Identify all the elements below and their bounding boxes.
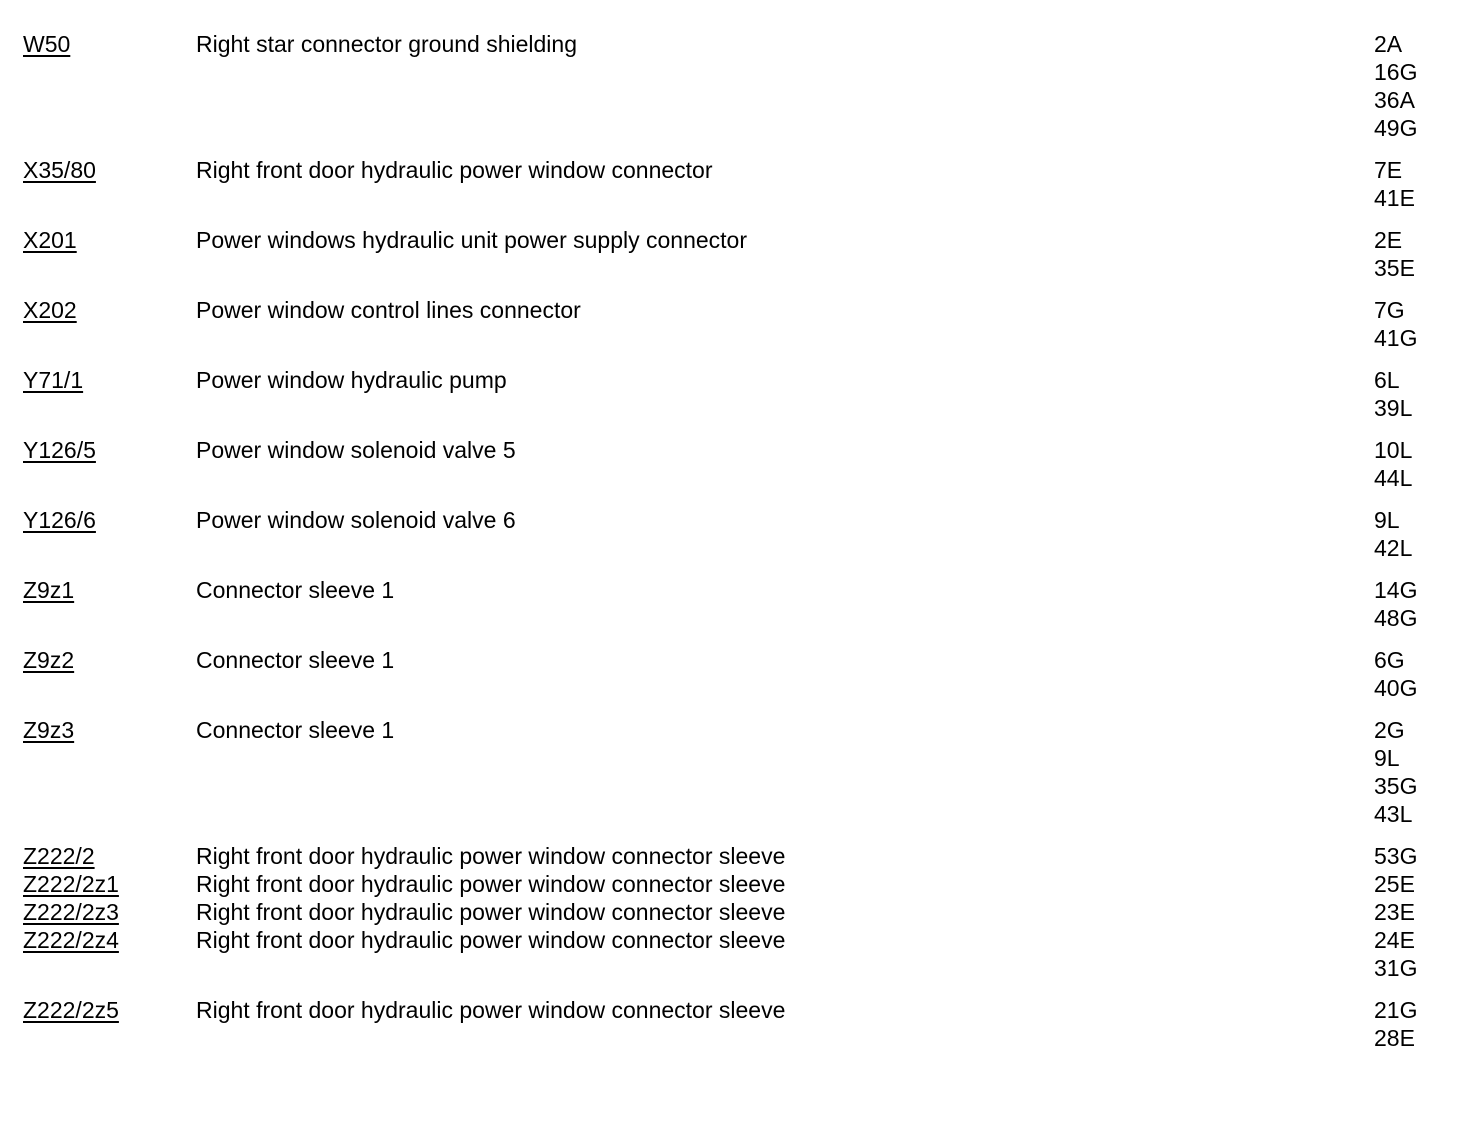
legend-row (23, 842, 1453, 870)
component-code-link[interactable]: X201 (23, 227, 77, 253)
grid-location: 36A (1374, 87, 1415, 113)
component-code-link[interactable]: X35/80 (23, 157, 96, 183)
grid-location: 44L (1374, 465, 1413, 491)
component-description: Power window hydraulic pump (196, 367, 507, 393)
component-description: Connector sleeve 1 (196, 647, 395, 673)
legend-row (23, 646, 1453, 702)
grid-location: 10L (1374, 437, 1413, 463)
grid-location: 49G (1374, 115, 1418, 141)
grid-location-list (1374, 926, 1453, 982)
grid-location: 41G (1374, 325, 1418, 351)
grid-location: 42L (1374, 535, 1413, 561)
legend-row (23, 30, 1453, 142)
component-description: Power window solenoid valve 5 (196, 437, 516, 463)
grid-location: 21G (1374, 997, 1418, 1023)
grid-location-list (1374, 30, 1453, 142)
component-description: Right star connector ground shielding (196, 31, 578, 57)
grid-location-list (1374, 156, 1453, 212)
legend-row (23, 366, 1453, 422)
grid-location: 28E (1374, 1025, 1415, 1051)
component-code-link[interactable]: W50 (23, 31, 71, 57)
grid-location-list (1374, 436, 1453, 492)
component-description: Connector sleeve 1 (196, 577, 395, 603)
component-code-link[interactable]: Z222/2z1 (23, 871, 119, 897)
grid-location-list (1374, 898, 1453, 926)
component-description: Power windows hydraulic unit power supply connector (196, 227, 748, 253)
grid-location-list (1374, 870, 1453, 898)
component-description: Right front door hydraulic power window connector sleeve (196, 927, 786, 953)
component-description: Right front door hydraulic power window connector sleeve (196, 997, 786, 1023)
grid-location: 14G (1374, 577, 1418, 603)
legend-row (23, 898, 1453, 926)
component-code-link[interactable]: Z9z1 (23, 577, 75, 603)
grid-location: 6G (1374, 647, 1405, 673)
grid-location: 9L (1374, 745, 1400, 771)
grid-location: 24E (1374, 927, 1415, 953)
grid-location: 9L (1374, 507, 1400, 533)
grid-location: 2A (1374, 31, 1403, 57)
grid-location: 25E (1374, 871, 1415, 897)
legend-row (23, 716, 1453, 828)
component-code-link[interactable]: Z9z2 (23, 647, 75, 673)
component-description: Right front door hydraulic power window connector sleeve (196, 899, 786, 925)
component-legend-table (23, 30, 1453, 1066)
grid-location-list (1374, 996, 1453, 1052)
component-code-link[interactable]: X202 (23, 297, 77, 323)
grid-location-list (1374, 296, 1453, 352)
grid-location: 6L (1374, 367, 1400, 393)
grid-location: 41E (1374, 185, 1415, 211)
component-code-link[interactable]: Z222/2z3 (23, 899, 119, 925)
grid-location: 7G (1374, 297, 1405, 323)
component-code-link[interactable]: Y126/6 (23, 507, 96, 533)
grid-location: 23E (1374, 899, 1415, 925)
legend-row (23, 996, 1453, 1052)
grid-location-list (1374, 366, 1453, 422)
component-description: Connector sleeve 1 (196, 717, 395, 743)
legend-row (23, 296, 1453, 352)
grid-location: 48G (1374, 605, 1418, 631)
component-code-link[interactable]: Y126/5 (23, 437, 96, 463)
component-description: Right front door hydraulic power window connector sleeve (196, 871, 786, 897)
component-description: Power window solenoid valve 6 (196, 507, 516, 533)
grid-location-list (1374, 646, 1453, 702)
component-description: Right front door hydraulic power window connector sleeve (196, 843, 786, 869)
legend-row (23, 576, 1453, 632)
legend-row (23, 926, 1453, 982)
grid-location-list (1374, 506, 1453, 562)
grid-location-list (1374, 576, 1453, 632)
grid-location-list (1374, 716, 1453, 828)
legend-row (23, 226, 1453, 282)
component-code-link[interactable]: Z222/2 (23, 843, 95, 869)
component-code-link[interactable]: Z222/2z5 (23, 997, 119, 1023)
component-description: Power window control lines connector (196, 297, 581, 323)
component-code-link[interactable]: Z9z3 (23, 717, 75, 743)
grid-location: 31G (1374, 955, 1418, 981)
component-code-link[interactable]: Y71/1 (23, 367, 84, 393)
grid-location: 53G (1374, 843, 1418, 869)
grid-location: 35G (1374, 773, 1418, 799)
legend-row (23, 870, 1453, 898)
grid-location: 7E (1374, 157, 1403, 183)
grid-location: 43L (1374, 801, 1413, 827)
grid-location-list (1374, 842, 1453, 870)
grid-location: 2E (1374, 227, 1403, 253)
legend-row (23, 436, 1453, 492)
grid-location: 16G (1374, 59, 1418, 85)
component-description: Right front door hydraulic power window connector (196, 157, 713, 183)
grid-location: 40G (1374, 675, 1418, 701)
legend-row (23, 506, 1453, 562)
grid-location: 35E (1374, 255, 1415, 281)
component-code-link[interactable]: Z222/2z4 (23, 927, 119, 953)
grid-location-list (1374, 226, 1453, 282)
grid-location: 2G (1374, 717, 1405, 743)
grid-location: 39L (1374, 395, 1413, 421)
legend-row (23, 156, 1453, 212)
